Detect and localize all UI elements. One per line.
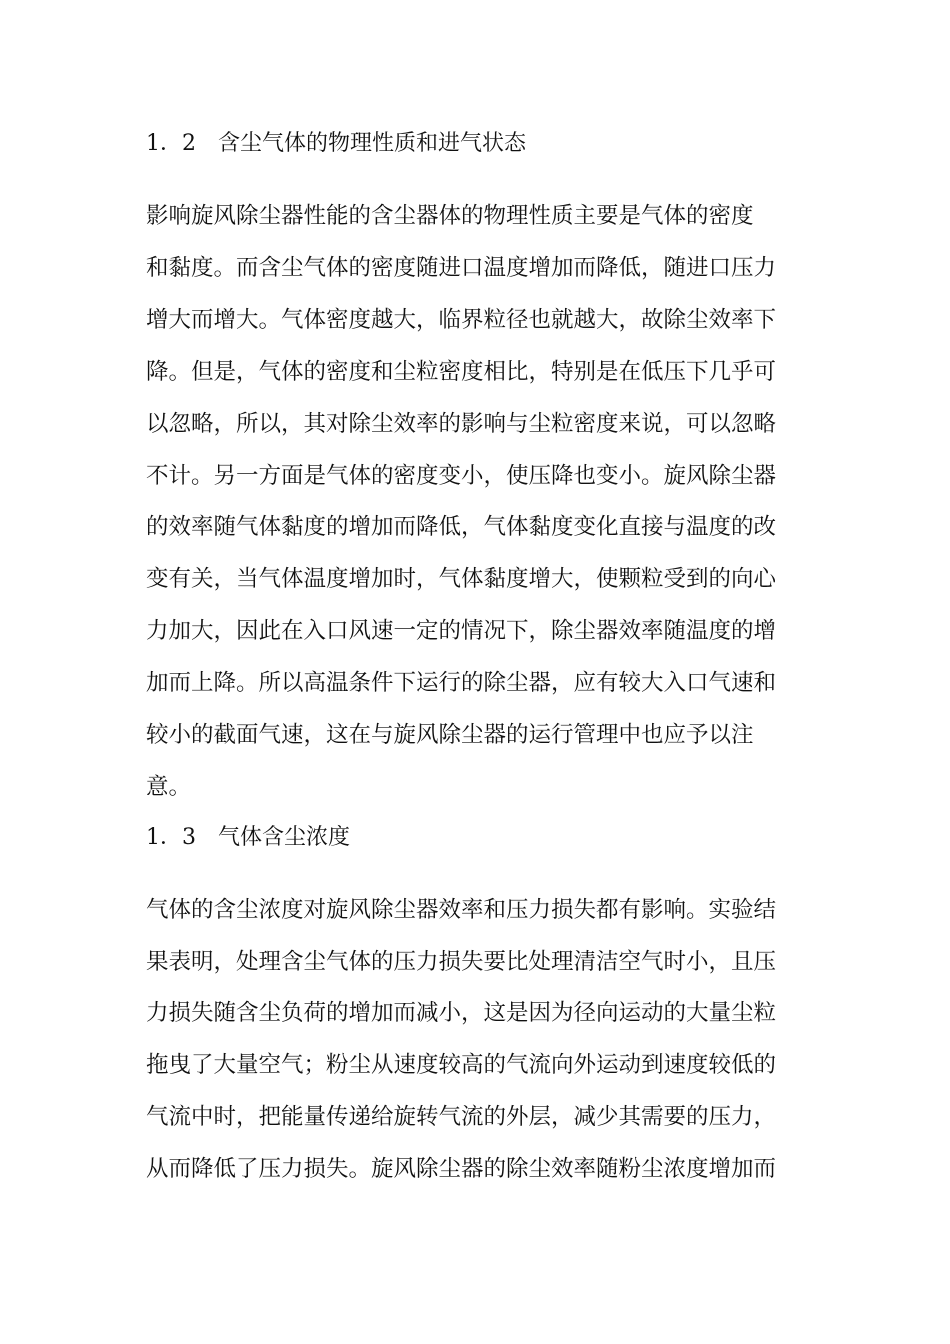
paragraph-line: 拖曳了大量空气；粉尘从速度较高的气流向外运动到速度较低的 (146, 1052, 777, 1078)
paragraph-line: 增大而增大。气体密度越大，临界粒径也就越大，故除尘效率下 (146, 307, 777, 333)
paragraph-line: 力加大，因此在入口风速一定的情况下，除尘器效率随温度的增 (146, 618, 777, 644)
paragraph-line: 变有关，当气体温度增加时，气体黏度增大，使颗粒受到的向心 (146, 566, 777, 592)
paragraph-line: 气流中时，把能量传递给旋转气流的外层，减少其需要的压力， (146, 1104, 777, 1130)
paragraph-line: 气体的含尘浓度对旋风除尘器效率和压力损失都有影响。实验结 (146, 897, 777, 923)
paragraph-line: 果表明，处理含尘气体的压力损失要比处理清洁空气时小，且压 (146, 949, 777, 975)
paragraph-line: 的效率随气体黏度的增加而降低，气体黏度变化直接与温度的改 (146, 514, 777, 540)
paragraph-line: 力损失随含尘负荷的增加而减小，这是因为径向运动的大量尘粒 (146, 1000, 777, 1026)
paragraph-line: 加而上降。所以高温条件下运行的除尘器，应有较大入口气速和 (146, 670, 777, 696)
paragraph-line: 影响旋风除尘器性能的含尘器体的物理性质主要是气体的密度 (146, 203, 754, 229)
section-heading-1-3: 1．3 气体含尘浓度 (146, 825, 350, 850)
paragraph-line: 较小的截面气速，这在与旋风除尘器的运行管理中也应予以注 (146, 722, 754, 748)
section-heading-1-2: 1．2 含尘气体的物理性质和进气状态 (146, 131, 526, 156)
paragraph-line: 意。 (146, 774, 192, 800)
paragraph-line: 以忽略，所以，其对除尘效率的影响与尘粒密度来说，可以忽略 (146, 411, 777, 437)
paragraph-line: 和黏度。而含尘气体的密度随进口温度增加而降低，随进口压力 (146, 255, 777, 281)
paragraph-line: 降。但是，气体的密度和尘粒密度相比，特别是在低压下几乎可 (146, 359, 777, 385)
paragraph-line: 从而降低了压力损失。旋风除尘器的除尘效率随粉尘浓度增加而 (146, 1156, 777, 1182)
paragraph-line: 不计。另一方面是气体的密度变小，使压降也变小。旋风除尘器 (146, 463, 777, 489)
